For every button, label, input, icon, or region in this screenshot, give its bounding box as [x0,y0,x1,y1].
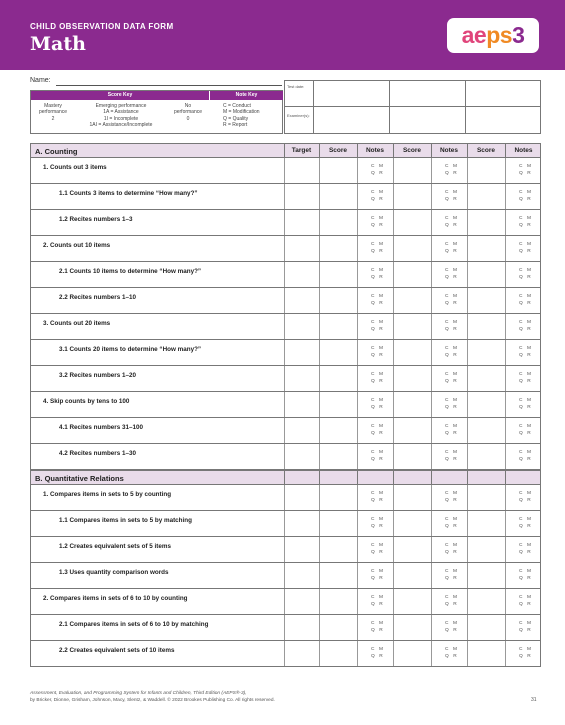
target-cell[interactable] [284,537,319,562]
table-row [30,158,541,184]
score-cell[interactable] [319,392,357,417]
target-cell[interactable] [284,366,319,391]
note-codes[interactable]: C M Q R [445,164,459,176]
target-cell[interactable] [284,184,319,209]
notes-cell [357,236,393,261]
target-cell[interactable] [284,288,319,313]
target-cell[interactable] [284,641,319,666]
table-row [30,444,541,470]
notes-cell [505,563,542,588]
score-cell[interactable] [393,184,431,209]
target-cell[interactable] [284,589,319,614]
note-codes[interactable]: C M Q R [371,424,385,436]
examiner-field-1[interactable] [313,106,390,134]
table-row [30,184,541,210]
score-cell[interactable] [319,418,357,443]
score-cell[interactable] [319,288,357,313]
score-key-title: Score Key [31,91,209,100]
notes-cell [357,392,393,417]
score-note-key [30,90,283,134]
score-cell[interactable] [467,314,505,339]
section-header [30,470,541,485]
score-cell[interactable] [467,563,505,588]
target-cell[interactable] [284,444,319,469]
score-cell[interactable] [393,288,431,313]
note-codes[interactable]: C M Q R [445,242,459,254]
table-row [30,366,541,392]
item-label: 4.1 Recites numbers 31–100 [59,424,144,431]
notes-cell [431,418,467,443]
score-cell[interactable] [319,615,357,640]
notes-cell [357,485,393,510]
note-codes[interactable]: C M Q R [445,320,459,332]
notes-cell [505,184,542,209]
table-row [30,314,541,340]
form-subtitle: CHILD OBSERVATION DATA FORM [30,22,174,31]
item-label: 1. Counts out 3 items [43,164,107,171]
notes-cell [505,288,542,313]
score-cell[interactable] [393,262,431,287]
note-codes[interactable]: C M Q R [519,647,533,659]
score-cell[interactable] [319,158,357,183]
score-cell[interactable] [393,485,431,510]
notes-cell [431,366,467,391]
header-banner [0,0,565,70]
test-date-field-3[interactable] [465,80,541,107]
score-cell[interactable] [467,485,505,510]
table-row [30,511,541,537]
score-cell[interactable] [467,158,505,183]
notes-cell [357,615,393,640]
notes-cell [357,563,393,588]
notes-cell [505,444,542,469]
notes-cell [505,366,542,391]
notes-cell [431,563,467,588]
notes-cell [431,615,467,640]
score-cell[interactable] [319,641,357,666]
name-label: Name: [30,77,51,84]
item-label: 2.1 Compares items in sets of 6 to 10 by matching [59,621,209,628]
notes-cell [505,314,542,339]
note-codes[interactable]: C M Q R [445,569,459,581]
notes-cell [505,418,542,443]
table-row [30,563,541,589]
table-row [30,485,541,511]
examiner-field-3[interactable] [465,106,541,134]
mastery-key: Mastery performance 2 [38,103,68,122]
item-label: 3. Counts out 20 items [43,320,111,327]
page-title: Math [30,33,86,55]
note-codes[interactable]: C M Q R [371,164,385,176]
score-cell[interactable] [393,444,431,469]
score-cell[interactable] [393,511,431,536]
aeps3-logo: aeps3 [447,18,539,53]
item-label: 1.2 Recites numbers 1–3 [59,216,133,223]
notes-cell [431,537,467,562]
target-cell[interactable] [284,236,319,261]
item-label: 1. Compares items in sets to 5 by counting [43,491,172,498]
note-codes[interactable]: C M Q R [519,491,533,503]
examiner-label: Examiner(s): [287,113,310,118]
score-cell[interactable] [467,511,505,536]
column-header-notes: Notes [439,147,459,154]
note-codes[interactable]: C M Q R [371,398,385,410]
score-cell[interactable] [319,184,357,209]
notes-cell [357,641,393,666]
notes-cell [431,184,467,209]
column-header-notes: Notes [365,147,385,154]
table-row [30,262,541,288]
note-key-list: C = Conduct M = Modification Q = Quality R = Report [223,103,260,128]
note-codes[interactable]: C M Q R [445,595,459,607]
notes-cell [357,537,393,562]
notes-cell [357,210,393,235]
score-cell[interactable] [467,262,505,287]
notes-cell [505,589,542,614]
notes-cell [431,262,467,287]
note-codes[interactable]: C M Q R [371,517,385,529]
note-codes[interactable]: C M Q R [445,190,459,202]
score-cell[interactable] [467,288,505,313]
item-label: 3.1 Counts 20 items to determine “How many?” [59,346,202,353]
target-cell[interactable] [284,340,319,365]
notes-cell [357,444,393,469]
score-cell[interactable] [319,366,357,391]
note-codes[interactable]: C M Q R [519,621,533,633]
footer-citation: Assessment, Evaluation, and Programming System for Infants and Children, Third Edition (AEPS®-3), by Bricker, Dionne, Grisham, Johnson, Macy, Slentz, & Waddell. © 2022 Brookes Publishing Co. All rights reserved. [30,691,275,703]
notes-cell [357,511,393,536]
item-label: 4. Skip counts by tens to 100 [43,398,130,405]
note-codes[interactable]: C M Q R [445,543,459,555]
score-cell[interactable] [393,392,431,417]
notes-cell [431,641,467,666]
notes-cell [357,314,393,339]
note-codes[interactable]: C M Q R [445,294,459,306]
note-codes[interactable]: C M Q R [371,450,385,462]
score-cell[interactable] [319,563,357,588]
table-row [30,589,541,615]
notes-cell [357,340,393,365]
score-cell[interactable] [393,418,431,443]
item-label: 2.2 Recites numbers 1–10 [59,294,137,301]
item-label: 2.1 Counts 10 items to determine “How many?” [59,268,202,275]
test-date-field-2[interactable] [389,80,466,107]
score-cell[interactable] [319,511,357,536]
score-cell[interactable] [393,158,431,183]
note-codes[interactable]: C M Q R [371,242,385,254]
score-cell[interactable] [393,641,431,666]
no-performance-key: No performance 0 [173,103,203,122]
target-cell[interactable] [284,418,319,443]
column-header-score: Score [328,147,348,154]
page-number: 31 [531,697,537,703]
note-codes[interactable]: C M Q R [519,216,533,228]
score-cell[interactable] [467,444,505,469]
notes-cell [431,158,467,183]
note-codes[interactable]: C M Q R [519,569,533,581]
note-codes[interactable]: C M Q R [519,424,533,436]
note-codes[interactable]: C M Q R [519,294,533,306]
target-cell[interactable] [284,485,319,510]
notes-cell [357,158,393,183]
table-row [30,537,541,563]
note-codes[interactable]: C M Q R [371,294,385,306]
item-label: 2.2 Creates equivalent sets of 10 items [59,647,175,654]
notes-cell [431,485,467,510]
note-codes[interactable]: C M Q R [371,346,385,358]
note-codes[interactable]: C M Q R [445,491,459,503]
note-codes[interactable]: C M Q R [519,190,533,202]
note-codes[interactable]: C M Q R [445,216,459,228]
notes-cell [505,485,542,510]
notes-cell [505,511,542,536]
table-row [30,392,541,418]
table-row [30,340,541,366]
item-label: 2. Counts out 10 items [43,242,111,249]
score-cell[interactable] [467,641,505,666]
score-cell[interactable] [393,236,431,261]
note-codes[interactable]: C M Q R [519,450,533,462]
emerging-key: Emerging performance 1A = Assistance 1I = Incomplete 1AI = Assistance/Incomplete [89,103,153,128]
note-codes[interactable]: C M Q R [519,320,533,332]
notes-cell [505,537,542,562]
table-row [30,210,541,236]
note-codes[interactable]: C M Q R [445,346,459,358]
note-codes[interactable]: C M Q R [371,569,385,581]
score-cell[interactable] [319,314,357,339]
note-codes[interactable]: C M Q R [371,621,385,633]
section-header [30,143,541,158]
notes-cell [357,589,393,614]
notes-cell [431,210,467,235]
score-cell[interactable] [393,366,431,391]
score-cell[interactable] [467,184,505,209]
note-codes[interactable]: C M Q R [371,647,385,659]
score-cell[interactable] [467,392,505,417]
note-codes[interactable]: C M Q R [519,164,533,176]
test-date-field-1[interactable] [313,80,390,107]
score-cell[interactable] [467,537,505,562]
test-info-grid [284,80,541,134]
item-label: 2. Compares items in sets of 6 to 10 by counting [43,595,188,602]
note-codes[interactable]: C M Q R [371,543,385,555]
notes-cell [357,184,393,209]
item-label: 3.2 Recites numbers 1–20 [59,372,137,379]
note-codes[interactable]: C M Q R [371,595,385,607]
note-codes[interactable]: C M Q R [371,190,385,202]
notes-cell [505,158,542,183]
score-cell[interactable] [467,589,505,614]
note-codes[interactable]: C M Q R [445,424,459,436]
item-label: 1.1 Counts 3 items to determine “How many?” [59,190,198,197]
notes-cell [505,392,542,417]
score-cell[interactable] [319,589,357,614]
notes-cell [431,444,467,469]
target-cell[interactable] [284,392,319,417]
score-cell[interactable] [467,418,505,443]
note-codes[interactable]: C M Q R [519,372,533,384]
score-cell[interactable] [319,537,357,562]
score-cell[interactable] [467,236,505,261]
score-cell[interactable] [319,444,357,469]
column-header-notes: Notes [514,147,533,154]
note-codes[interactable]: C M Q R [445,372,459,384]
score-cell[interactable] [393,340,431,365]
note-codes[interactable]: C M Q R [445,268,459,280]
score-cell[interactable] [467,210,505,235]
note-codes[interactable]: C M Q R [445,621,459,633]
examiner-field-2[interactable] [389,106,466,134]
target-cell[interactable] [284,511,319,536]
note-codes[interactable]: C M Q R [519,242,533,254]
notes-cell [431,314,467,339]
score-cell[interactable] [393,210,431,235]
score-cell[interactable] [467,366,505,391]
note-codes[interactable]: C M Q R [519,595,533,607]
target-cell[interactable] [284,314,319,339]
notes-cell [505,210,542,235]
notes-cell [431,236,467,261]
note-codes[interactable]: C M Q R [445,450,459,462]
table-row [30,615,541,641]
notes-cell [505,340,542,365]
table-row [30,418,541,444]
note-codes[interactable]: C M Q R [519,543,533,555]
item-label: 1.1 Compares items in sets to 5 by matching [59,517,192,524]
notes-cell [431,340,467,365]
target-cell[interactable] [284,563,319,588]
table-row [30,288,541,314]
score-cell[interactable] [393,537,431,562]
target-cell[interactable] [284,615,319,640]
notes-cell [357,262,393,287]
note-codes[interactable]: C M Q R [371,372,385,384]
notes-cell [505,262,542,287]
note-codes[interactable]: C M Q R [519,398,533,410]
test-date-label: Test date: [287,84,305,89]
note-codes[interactable]: C M Q R [445,398,459,410]
table-row [30,236,541,262]
notes-cell [357,418,393,443]
notes-cell [431,511,467,536]
note-codes[interactable]: C M Q R [519,268,533,280]
score-cell[interactable] [393,314,431,339]
notes-cell [505,615,542,640]
score-cell[interactable] [393,589,431,614]
note-codes[interactable]: C M Q R [371,491,385,503]
score-cell[interactable] [393,615,431,640]
score-cell[interactable] [319,485,357,510]
target-cell[interactable] [284,210,319,235]
item-label: 1.3 Uses quantity comparison words [59,569,169,576]
note-codes[interactable]: C M Q R [445,517,459,529]
score-cell[interactable] [319,210,357,235]
score-cell[interactable] [319,236,357,261]
column-header-target: Target [291,147,312,154]
target-cell[interactable] [284,262,319,287]
notes-cell [505,236,542,261]
notes-cell [431,392,467,417]
notes-cell [431,288,467,313]
note-codes[interactable]: C M Q R [371,216,385,228]
note-codes[interactable]: C M Q R [519,346,533,358]
notes-cell [505,641,542,666]
score-cell[interactable] [319,340,357,365]
notes-cell [357,366,393,391]
target-cell[interactable] [284,158,319,183]
score-cell[interactable] [467,340,505,365]
column-header-score: Score [476,147,496,154]
note-codes[interactable]: C M Q R [371,320,385,332]
note-codes[interactable]: C M Q R [371,268,385,280]
note-codes[interactable]: C M Q R [445,647,459,659]
table-row [30,641,541,667]
score-cell[interactable] [393,563,431,588]
section-title: B. Quantitative Relations [35,474,124,483]
score-cell[interactable] [319,262,357,287]
item-label: 4.2 Recites numbers 1–30 [59,450,137,457]
item-label: 1.2 Creates equivalent sets of 5 items [59,543,171,550]
note-key-title: Note Key [209,91,283,100]
notes-cell [357,288,393,313]
notes-cell [431,589,467,614]
note-codes[interactable]: C M Q R [519,517,533,529]
score-cell[interactable] [467,615,505,640]
section-title: A. Counting [35,147,78,156]
column-header-score: Score [402,147,422,154]
name-field[interactable] [56,85,282,86]
